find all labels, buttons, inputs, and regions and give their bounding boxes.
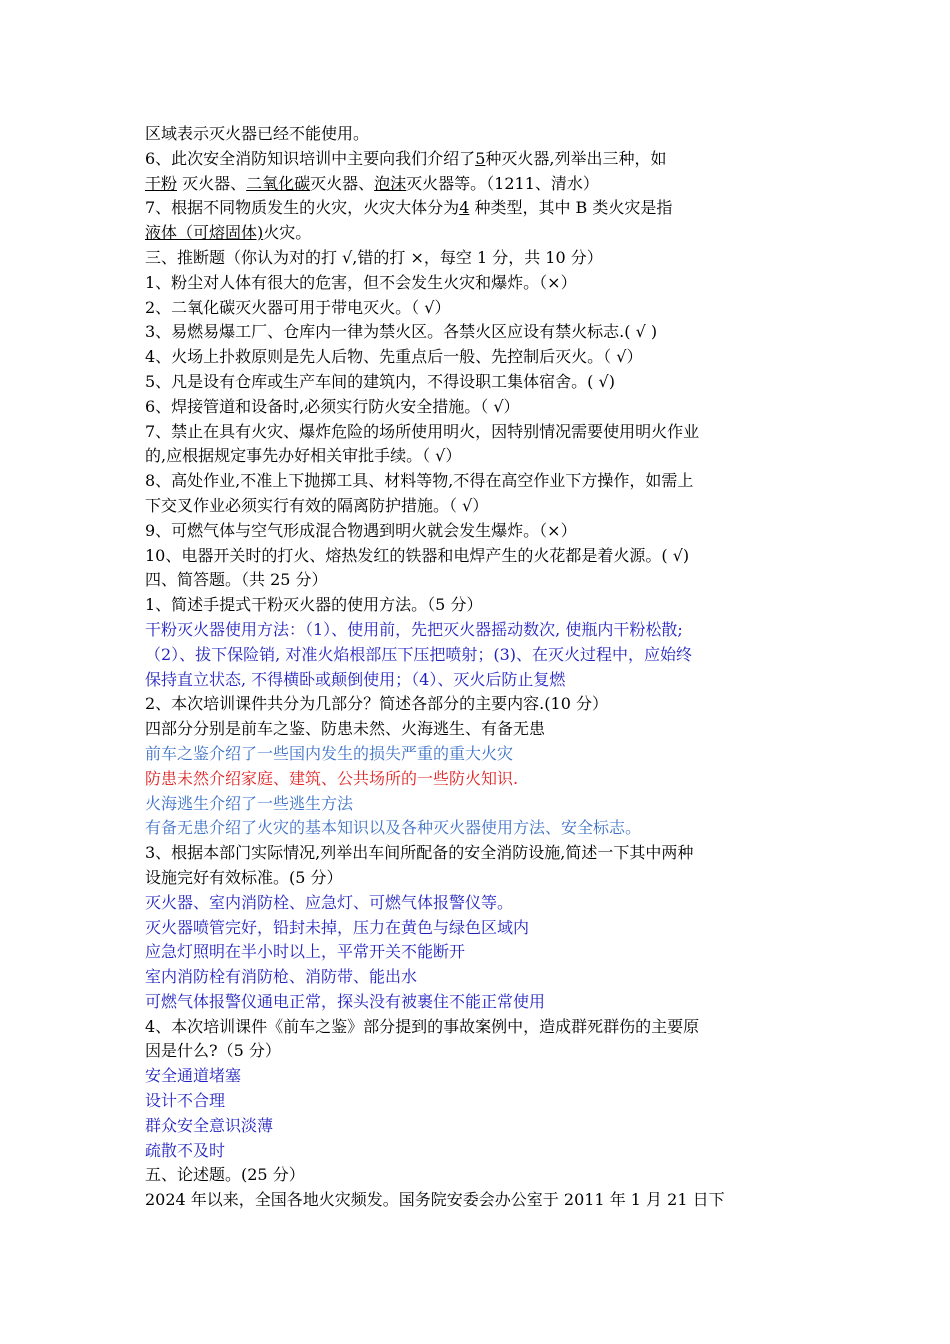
answer-line: 有备无患介绍了火灾的基本知识以及各种灭火器使用方法、安全标志。 bbox=[145, 818, 642, 838]
answer-blank: 干粉 bbox=[145, 173, 178, 193]
answer-line: 群众安全意识淡薄 bbox=[145, 1115, 274, 1135]
answer-blank: 4 bbox=[459, 198, 470, 218]
answer-blank: 5 bbox=[475, 148, 486, 168]
answer-line: 安全通道堵塞 bbox=[145, 1066, 242, 1086]
question-line: 1、粉尘对人体有很大的危害，但不会发生火灾和爆炸。（×） bbox=[145, 272, 577, 292]
answer-blank: 液体（可熔固体) bbox=[145, 223, 264, 243]
answer-line: 室内消防栓有消防枪、消防带、能出水 bbox=[145, 967, 418, 987]
answer-line: 灭火器、室内消防栓、应急灯、可燃气体报警仪等。 bbox=[145, 892, 514, 912]
question-line: 8、高处作业,不准上下抛掷工具、材料等物,不得在高空作业下方操作，如需上 bbox=[145, 471, 694, 491]
question-line: 2、二氧化碳灭火器可用于带电灭火。（ √） bbox=[145, 297, 451, 317]
answer-line: 设计不合理 bbox=[145, 1091, 226, 1111]
answer-line: （2）、拔下保险销, 对准火焰根部压下压把喷射；(3)、在灭火过程中，应始终 bbox=[145, 644, 693, 664]
answer-line: 疏散不及时 bbox=[145, 1140, 226, 1160]
question-line: 设施完好有效标准。(5 分） bbox=[145, 867, 343, 887]
answer-line: 四部分分别是前车之鉴、防患未然、火海逃生、有备无患 bbox=[145, 719, 546, 739]
question-line: 2、本次培训课件共分为几部分？简述各部分的主要内容.(10 分） bbox=[145, 694, 608, 714]
section-heading: 三、推断题（你认为对的打 √,错的打 ×，每空 1 分，共 10 分） bbox=[145, 247, 603, 267]
text-line: 2024 年以来，全国各地火灾频发。国务院安委会办公室于 2011 年 1 月 21 日下 bbox=[145, 1190, 725, 1210]
question-line: 1、简述手提式干粉灭火器的使用方法。（5 分） bbox=[145, 595, 483, 615]
text-line: 液体（可熔固体)火灾。 bbox=[145, 223, 312, 243]
text-line: 6、此次安全消防知识培训中主要向我们介绍了5种灭火器,列举出三种，如 bbox=[145, 148, 667, 168]
question-line: 10、电器开关时的打火、熔热发红的铁器和电焊产生的火花都是着火源。( √) bbox=[145, 545, 690, 565]
text-line: 区域表示灭火器已经不能使用。 bbox=[145, 124, 370, 143]
section-heading: 五、论述题。(25 分） bbox=[145, 1165, 305, 1185]
question-line: 因是什么?（5 分） bbox=[145, 1041, 281, 1061]
text-line: 7、根据不同物质发生的火灾，火灾大体分为4 种类型，其中 B 类火灾是指 bbox=[145, 198, 673, 218]
answer-line: 干粉灭火器使用方法：（1）、使用前，先把灭火器摇动数次, 使瓶内干粉松散; bbox=[145, 619, 683, 639]
question-line: 3、根据本部门实际情况,列举出车间所配备的安全消防设施,简述一下其中两种 bbox=[145, 843, 694, 863]
answer-line: 灭火器喷管完好，铅封未掉，压力在黄色与绿色区域内 bbox=[145, 917, 530, 937]
question-line: 4、本次培训课件《前车之鉴》部分提到的事故案例中，造成群死群伤的主要原 bbox=[145, 1016, 700, 1036]
question-line: 5、凡是设有仓库或生产车间的建筑内，不得设职工集体宿舍。( √) bbox=[145, 371, 615, 391]
question-line: 4、火场上扑救原则是先人后物、先重点后一般、先控制后灭火。（ √） bbox=[145, 347, 643, 367]
question-line: 9、可燃气体与空气形成混合物遇到明火就会发生爆炸。（×） bbox=[145, 520, 577, 540]
answer-line: 保持直立状态, 不得横卧或颠倒使用；（4）、灭火后防止复燃 bbox=[145, 669, 566, 689]
section-heading: 四、简答题。（共 25 分） bbox=[145, 570, 328, 590]
question-line: 的,应根据规定事先办好相关审批手续。（ √） bbox=[145, 446, 462, 466]
answer-line: 可燃气体报警仪通电正常，探头没有被裹住不能正常使用 bbox=[145, 991, 546, 1011]
question-line: 下交叉作业必须实行有效的隔离防护措施。（ √） bbox=[145, 495, 489, 515]
document-page bbox=[145, 122, 815, 1213]
text-line: 干粉 灭火器、二氧化碳灭火器、泡沫灭火器等。（1211、清水） bbox=[145, 173, 599, 193]
answer-line: 前车之鉴介绍了一些国内发生的损失严重的重大火灾 bbox=[145, 743, 514, 763]
answer-blank: 二氧化碳 bbox=[246, 173, 311, 193]
question-line: 3、易燃易爆工厂、仓库内一律为禁火区。各禁火区应设有禁火标志.( √ ) bbox=[145, 322, 658, 342]
answer-blank: 泡沫 bbox=[374, 173, 407, 193]
question-line: 7、禁止在具有火灾、爆炸危险的场所使用明火，因特别情况需要使用明火作业 bbox=[145, 421, 700, 441]
answer-line: 应急灯照明在半小时以上，平常开关不能断开 bbox=[145, 942, 466, 962]
answer-line: 防患未然介绍家庭、建筑、公共场所的一些防火知识. bbox=[145, 768, 519, 788]
answer-line: 火海逃生介绍了一些逃生方法 bbox=[145, 793, 354, 813]
question-line: 6、焊接管道和设备时,必须实行防火安全措施。（ √） bbox=[145, 396, 520, 416]
